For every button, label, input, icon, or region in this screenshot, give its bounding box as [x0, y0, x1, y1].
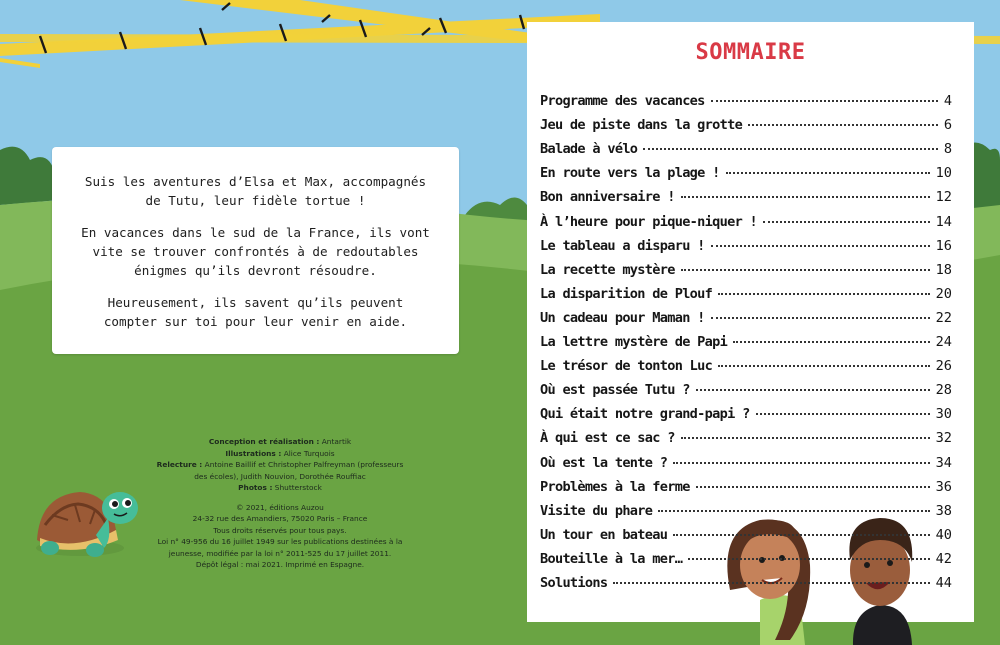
relecture-label: Relecture :: [156, 460, 203, 469]
toc-item-leader: [748, 124, 938, 126]
toc-item[interactable]: [540, 238, 952, 258]
toc-item-page: 12: [935, 189, 952, 206]
toc-item[interactable]: [540, 117, 952, 137]
toc-item-page: 16: [935, 237, 952, 254]
toc-item-page: 34: [935, 454, 952, 471]
toc-item[interactable]: [540, 214, 952, 234]
toc-item[interactable]: [540, 575, 952, 595]
toc-item-title: Qui était notre grand-papi ?: [540, 406, 750, 423]
toc-item[interactable]: [540, 527, 952, 547]
toc-item-leader: [756, 413, 930, 415]
toc-item-leader: [733, 341, 930, 343]
toc-item-leader: [696, 389, 930, 391]
toc-item-page: 18: [935, 261, 952, 278]
toc-item-page: 24: [935, 334, 952, 350]
toc-item-title: La recette mystère: [540, 261, 675, 278]
toc-item-page: 14: [935, 213, 952, 230]
toc-item-title: En route vers la plage !: [540, 165, 720, 182]
toc-item-page: 40: [935, 526, 952, 543]
intro-paragraph-1: Suis les aventures d’Elsa et Max, accompagnés de Tutu, leur fidèle tortue !: [84, 174, 427, 208]
toc-item-page: 8: [943, 141, 952, 158]
toc-item-leader: [726, 172, 930, 174]
credits-legal: [150, 502, 410, 571]
toc-item-title: Bouteille à la mer…: [540, 550, 683, 567]
photos-value: Shutterstock: [274, 483, 322, 492]
credits-contributors: [150, 436, 410, 494]
toc-item-title: Bon anniversaire !: [540, 189, 675, 206]
credits-block: [150, 436, 410, 571]
toc-item-leader: [643, 148, 938, 150]
toc-item[interactable]: [540, 93, 952, 113]
toc-item-page: 28: [935, 382, 952, 399]
relecture-value: Antoine Baillif et Christopher Palfreyman (professeurs des écoles), Judith Nouvion, Dorothée Rouffiac: [194, 460, 404, 481]
toc-item-page: 38: [935, 502, 952, 519]
toc-item-leader: [688, 558, 929, 560]
toc-item-title: À l’heure pour pique-niquer !: [540, 213, 758, 230]
photos-label: Photos :: [238, 483, 273, 492]
toc-item[interactable]: [540, 286, 952, 306]
toc-item-leader: [681, 437, 930, 439]
toc-item[interactable]: [540, 165, 952, 185]
intro-panel: [52, 147, 459, 354]
toc-item[interactable]: [540, 310, 952, 330]
toc-item-leader: [681, 196, 930, 198]
toc-item-page: 20: [935, 285, 952, 302]
toc-item-title: Un tour en bateau: [540, 526, 668, 543]
toc-item-title: Visite du phare: [540, 502, 653, 519]
toc-item-title: Balade à vélo: [540, 141, 638, 158]
illustrations-value: Alice Turquois: [283, 448, 335, 458]
toc-item-leader: [673, 534, 929, 536]
toc-item[interactable]: [540, 455, 952, 475]
copyright: © 2021, éditions Auzou: [236, 502, 324, 512]
toc-item-page: 26: [935, 358, 952, 375]
conception-label: Conception et réalisation :: [208, 437, 320, 446]
conception-value: Antartik: [321, 437, 352, 446]
toc-item-title: La disparition de Plouf: [540, 285, 713, 302]
toc-item-leader: [613, 582, 929, 584]
toc-item-leader: [681, 269, 930, 271]
toc-item[interactable]: [540, 189, 952, 209]
toc-item-title: À qui est ce sac ?: [540, 430, 675, 447]
toc-item-leader: [711, 245, 930, 247]
toc-item[interactable]: [540, 551, 952, 571]
law-notice: Loi n° 49-956 du 16 juillet 1949 sur les publications destinées à la jeunesse, modifiée par la loi n° 2011-525 du 17 juillet 2011.: [157, 537, 403, 558]
toc-item-page: 36: [935, 478, 952, 495]
toc-item-leader: [673, 462, 929, 464]
toc-item-title: Jeu de piste dans la grotte: [540, 117, 743, 134]
toc-item-page: 4: [943, 93, 952, 109]
toc-item-leader: [711, 317, 930, 319]
toc-item[interactable]: [540, 382, 952, 402]
toc-item-page: 30: [935, 406, 952, 423]
toc-item-title: Le trésor de tonton Luc: [540, 358, 713, 375]
toc-item[interactable]: [540, 430, 952, 450]
toc-item[interactable]: [540, 406, 952, 426]
toc-item[interactable]: [540, 358, 952, 378]
toc-item-leader: [718, 365, 929, 367]
toc-item[interactable]: [540, 334, 952, 354]
toc-item-page: 44: [935, 575, 952, 591]
toc-item-leader: [763, 221, 930, 223]
toc-item-leader: [658, 510, 929, 512]
toc-item-title: Solutions: [540, 575, 608, 591]
toc-item-page: 10: [935, 165, 952, 182]
illustrations-label: Illustrations :: [225, 448, 282, 458]
toc-item-title: Où est passée Tutu ?: [540, 382, 690, 399]
toc-item-page: 42: [935, 550, 952, 567]
toc-item-title: Où est la tente ?: [540, 454, 668, 471]
toc-item-page: 32: [935, 430, 952, 447]
legal-deposit: Dépôt légal : mai 2021. Imprimé en Espagne.: [195, 560, 365, 569]
intro-paragraph-3: Heureusement, ils savent qu’ils peuvent compter sur toi pour leur venir en aide.: [103, 295, 408, 329]
intro-paragraph-2: En vacances dans le sud de la France, ils vont vite se trouver confrontés à de redoutables énigmes qu’ils devront résoudre.: [81, 225, 430, 278]
rights-notice: Tous droits réservés pour tous pays.: [213, 525, 347, 535]
publisher-address: 24-32 rue des Amandiers, 75020 Paris – France: [192, 514, 368, 523]
toc-item-page: 6: [943, 117, 952, 134]
toc-item-title: La lettre mystère de Papi: [540, 334, 728, 350]
toc-item[interactable]: [540, 479, 952, 499]
toc-item-title: Un cadeau pour Maman !: [540, 309, 705, 326]
toc-item[interactable]: [540, 262, 952, 282]
toc-item-title: Programme des vacances: [540, 93, 705, 109]
toc-title: SOMMAIRE: [695, 40, 806, 65]
toc-item-leader: [696, 486, 930, 488]
toc-item-title: Problèmes à la ferme: [540, 478, 690, 495]
toc-item[interactable]: [540, 503, 952, 523]
toc-item-leader: [711, 100, 938, 102]
toc-item-title: Le tableau a disparu !: [540, 237, 705, 254]
toc-item-page: 22: [935, 309, 952, 326]
toc-item-leader: [718, 293, 929, 295]
toc-item[interactable]: [540, 141, 952, 161]
